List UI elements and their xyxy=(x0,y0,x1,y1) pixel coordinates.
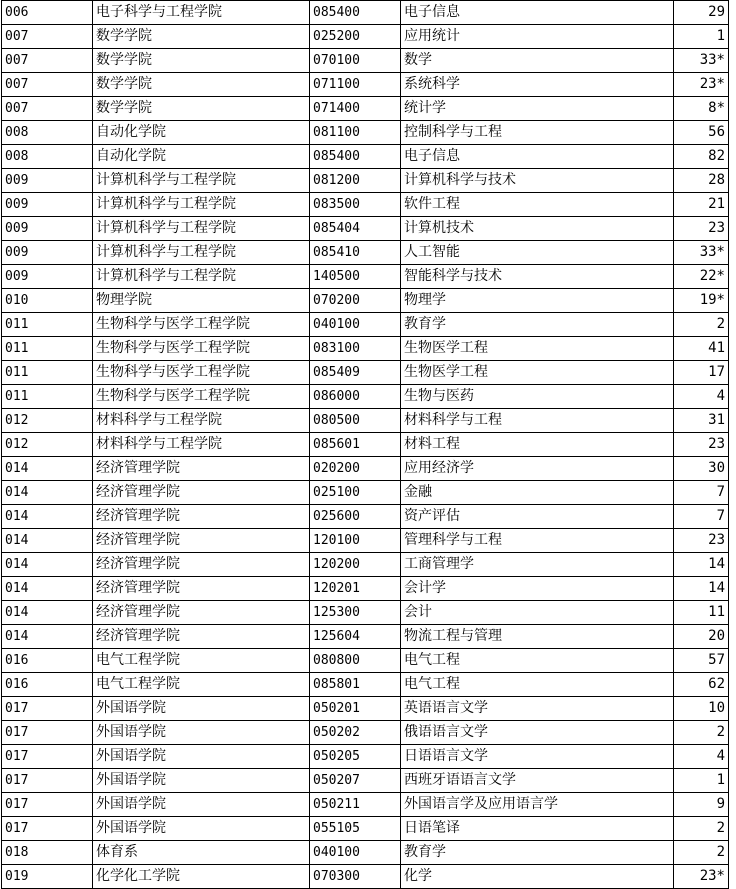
major-code-cell: 050202 xyxy=(310,721,401,745)
major-code-cell: 120100 xyxy=(310,529,401,553)
major-name-cell: 电子信息 xyxy=(401,1,674,25)
major-name-cell: 电子信息 xyxy=(401,145,674,169)
enrollment-count-cell: 2 xyxy=(674,841,729,865)
table-row xyxy=(2,817,729,841)
enrollment-count-cell: 41 xyxy=(674,337,729,361)
table-row xyxy=(2,73,729,97)
major-name-cell: 资产评估 xyxy=(401,505,674,529)
table-row xyxy=(2,769,729,793)
major-code-cell: 080800 xyxy=(310,649,401,673)
table-row xyxy=(2,721,729,745)
enrollment-count-cell: 7 xyxy=(674,505,729,529)
school-code-cell: 018 xyxy=(2,841,93,865)
school-name-cell: 计算机科学与工程学院 xyxy=(93,193,310,217)
school-name-cell: 自动化学院 xyxy=(93,145,310,169)
school-name-cell: 数学学院 xyxy=(93,97,310,121)
major-code-cell: 040100 xyxy=(310,313,401,337)
major-code-cell: 081100 xyxy=(310,121,401,145)
table-row xyxy=(2,481,729,505)
major-code-cell: 125300 xyxy=(310,601,401,625)
table-row xyxy=(2,337,729,361)
major-name-cell: 材料工程 xyxy=(401,433,674,457)
school-code-cell: 014 xyxy=(2,577,93,601)
school-name-cell: 外国语学院 xyxy=(93,769,310,793)
enrollment-count-cell: 30 xyxy=(674,457,729,481)
school-code-cell: 007 xyxy=(2,25,93,49)
major-code-cell: 071400 xyxy=(310,97,401,121)
school-code-cell: 014 xyxy=(2,505,93,529)
major-name-cell: 数学 xyxy=(401,49,674,73)
major-name-cell: 物流工程与管理 xyxy=(401,625,674,649)
school-name-cell: 外国语学院 xyxy=(93,721,310,745)
school-name-cell: 经济管理学院 xyxy=(93,577,310,601)
table-row xyxy=(2,145,729,169)
school-code-cell: 011 xyxy=(2,337,93,361)
major-code-cell: 085404 xyxy=(310,217,401,241)
school-code-cell: 011 xyxy=(2,385,93,409)
table-row xyxy=(2,97,729,121)
school-code-cell: 008 xyxy=(2,145,93,169)
school-code-cell: 017 xyxy=(2,817,93,841)
school-code-cell: 014 xyxy=(2,481,93,505)
table-row xyxy=(2,697,729,721)
table-row xyxy=(2,1,729,25)
table-row xyxy=(2,745,729,769)
table-row xyxy=(2,457,729,481)
school-code-cell: 009 xyxy=(2,217,93,241)
enrollment-count-cell: 4 xyxy=(674,745,729,769)
major-code-cell: 025600 xyxy=(310,505,401,529)
major-name-cell: 俄语语言文学 xyxy=(401,721,674,745)
table-row xyxy=(2,193,729,217)
major-name-cell: 管理科学与工程 xyxy=(401,529,674,553)
major-name-cell: 生物与医药 xyxy=(401,385,674,409)
enrollment-count-cell: 23 xyxy=(674,529,729,553)
school-code-cell: 014 xyxy=(2,601,93,625)
major-code-cell: 083500 xyxy=(310,193,401,217)
school-code-cell: 016 xyxy=(2,649,93,673)
enrollment-count-cell: 2 xyxy=(674,817,729,841)
major-name-cell: 电气工程 xyxy=(401,673,674,697)
major-name-cell: 英语语言文学 xyxy=(401,697,674,721)
enrollment-count-cell: 17 xyxy=(674,361,729,385)
major-code-cell: 050205 xyxy=(310,745,401,769)
major-code-cell: 081200 xyxy=(310,169,401,193)
school-name-cell: 生物科学与医学工程学院 xyxy=(93,385,310,409)
major-code-cell: 070100 xyxy=(310,49,401,73)
table-row xyxy=(2,529,729,553)
major-name-cell: 应用经济学 xyxy=(401,457,674,481)
enrollment-count-cell: 19* xyxy=(674,289,729,313)
major-code-cell: 040100 xyxy=(310,841,401,865)
major-code-cell: 120201 xyxy=(310,577,401,601)
school-name-cell: 自动化学院 xyxy=(93,121,310,145)
table-row xyxy=(2,865,729,889)
school-name-cell: 数学学院 xyxy=(93,25,310,49)
school-code-cell: 006 xyxy=(2,1,93,25)
school-name-cell: 电子科学与工程学院 xyxy=(93,1,310,25)
table-row xyxy=(2,385,729,409)
school-name-cell: 生物科学与医学工程学院 xyxy=(93,337,310,361)
school-code-cell: 017 xyxy=(2,697,93,721)
school-code-cell: 012 xyxy=(2,409,93,433)
major-code-cell: 085410 xyxy=(310,241,401,265)
school-name-cell: 经济管理学院 xyxy=(93,457,310,481)
table-row xyxy=(2,121,729,145)
school-code-cell: 014 xyxy=(2,625,93,649)
school-name-cell: 化学化工学院 xyxy=(93,865,310,889)
school-code-cell: 009 xyxy=(2,241,93,265)
school-code-cell: 010 xyxy=(2,289,93,313)
major-name-cell: 化学 xyxy=(401,865,674,889)
major-name-cell: 电气工程 xyxy=(401,649,674,673)
school-name-cell: 经济管理学院 xyxy=(93,553,310,577)
enrollment-count-cell: 62 xyxy=(674,673,729,697)
table-row xyxy=(2,25,729,49)
major-name-cell: 金融 xyxy=(401,481,674,505)
table-row xyxy=(2,49,729,73)
major-name-cell: 人工智能 xyxy=(401,241,674,265)
school-name-cell: 经济管理学院 xyxy=(93,529,310,553)
major-name-cell: 西班牙语语言文学 xyxy=(401,769,674,793)
major-code-cell: 025200 xyxy=(310,25,401,49)
table-row xyxy=(2,553,729,577)
enrollment-count-cell: 56 xyxy=(674,121,729,145)
major-name-cell: 控制科学与工程 xyxy=(401,121,674,145)
table-row xyxy=(2,313,729,337)
school-name-cell: 数学学院 xyxy=(93,73,310,97)
admissions-table xyxy=(1,0,729,889)
school-name-cell: 生物科学与医学工程学院 xyxy=(93,313,310,337)
enrollment-count-cell: 23 xyxy=(674,433,729,457)
major-code-cell: 085400 xyxy=(310,1,401,25)
enrollment-count-cell: 2 xyxy=(674,313,729,337)
major-name-cell: 外国语言学及应用语言学 xyxy=(401,793,674,817)
table-row xyxy=(2,601,729,625)
table-body xyxy=(2,1,729,889)
major-code-cell: 085409 xyxy=(310,361,401,385)
major-code-cell: 050207 xyxy=(310,769,401,793)
enrollment-count-cell: 9 xyxy=(674,793,729,817)
enrollment-count-cell: 20 xyxy=(674,625,729,649)
school-code-cell: 008 xyxy=(2,121,93,145)
enrollment-count-cell: 33* xyxy=(674,241,729,265)
school-name-cell: 体育系 xyxy=(93,841,310,865)
major-code-cell: 070300 xyxy=(310,865,401,889)
table-row xyxy=(2,265,729,289)
school-code-cell: 009 xyxy=(2,265,93,289)
major-name-cell: 生物医学工程 xyxy=(401,337,674,361)
table-row xyxy=(2,577,729,601)
major-name-cell: 工商管理学 xyxy=(401,553,674,577)
major-code-cell: 085601 xyxy=(310,433,401,457)
school-code-cell: 016 xyxy=(2,673,93,697)
enrollment-count-cell: 28 xyxy=(674,169,729,193)
major-code-cell: 071100 xyxy=(310,73,401,97)
major-name-cell: 材料科学与工程 xyxy=(401,409,674,433)
major-code-cell: 080500 xyxy=(310,409,401,433)
major-name-cell: 计算机技术 xyxy=(401,217,674,241)
major-code-cell: 020200 xyxy=(310,457,401,481)
table-row xyxy=(2,409,729,433)
school-name-cell: 物理学院 xyxy=(93,289,310,313)
major-name-cell: 日语语言文学 xyxy=(401,745,674,769)
enrollment-count-cell: 23* xyxy=(674,73,729,97)
table-row xyxy=(2,649,729,673)
enrollment-count-cell: 2 xyxy=(674,721,729,745)
school-code-cell: 019 xyxy=(2,865,93,889)
table-row xyxy=(2,361,729,385)
major-name-cell: 软件工程 xyxy=(401,193,674,217)
major-name-cell: 生物医学工程 xyxy=(401,361,674,385)
enrollment-count-cell: 21 xyxy=(674,193,729,217)
major-code-cell: 140500 xyxy=(310,265,401,289)
school-name-cell: 经济管理学院 xyxy=(93,481,310,505)
major-code-cell: 085400 xyxy=(310,145,401,169)
school-code-cell: 017 xyxy=(2,793,93,817)
major-code-cell: 025100 xyxy=(310,481,401,505)
school-name-cell: 计算机科学与工程学院 xyxy=(93,169,310,193)
table-row xyxy=(2,793,729,817)
enrollment-count-cell: 82 xyxy=(674,145,729,169)
major-code-cell: 055105 xyxy=(310,817,401,841)
major-code-cell: 083100 xyxy=(310,337,401,361)
school-code-cell: 007 xyxy=(2,97,93,121)
table-row xyxy=(2,289,729,313)
major-name-cell: 会计学 xyxy=(401,577,674,601)
enrollment-count-cell: 7 xyxy=(674,481,729,505)
major-code-cell: 050211 xyxy=(310,793,401,817)
enrollment-count-cell: 10 xyxy=(674,697,729,721)
school-code-cell: 009 xyxy=(2,193,93,217)
school-code-cell: 007 xyxy=(2,49,93,73)
enrollment-count-cell: 33* xyxy=(674,49,729,73)
school-name-cell: 计算机科学与工程学院 xyxy=(93,217,310,241)
major-name-cell: 系统科学 xyxy=(401,73,674,97)
table-row xyxy=(2,217,729,241)
enrollment-count-cell: 23 xyxy=(674,217,729,241)
enrollment-count-cell: 14 xyxy=(674,577,729,601)
school-code-cell: 014 xyxy=(2,553,93,577)
school-name-cell: 经济管理学院 xyxy=(93,505,310,529)
school-code-cell: 012 xyxy=(2,433,93,457)
school-name-cell: 外国语学院 xyxy=(93,697,310,721)
school-name-cell: 材料科学与工程学院 xyxy=(93,433,310,457)
table-row xyxy=(2,169,729,193)
enrollment-count-cell: 11 xyxy=(674,601,729,625)
school-code-cell: 017 xyxy=(2,721,93,745)
table-row xyxy=(2,673,729,697)
school-name-cell: 生物科学与医学工程学院 xyxy=(93,361,310,385)
enrollment-count-cell: 8* xyxy=(674,97,729,121)
major-name-cell: 教育学 xyxy=(401,313,674,337)
table-row xyxy=(2,505,729,529)
enrollment-count-cell: 22* xyxy=(674,265,729,289)
table-row xyxy=(2,625,729,649)
school-name-cell: 计算机科学与工程学院 xyxy=(93,265,310,289)
major-name-cell: 日语笔译 xyxy=(401,817,674,841)
enrollment-count-cell: 23* xyxy=(674,865,729,889)
major-name-cell: 计算机科学与技术 xyxy=(401,169,674,193)
major-code-cell: 120200 xyxy=(310,553,401,577)
table-row xyxy=(2,241,729,265)
enrollment-count-cell: 31 xyxy=(674,409,729,433)
major-name-cell: 会计 xyxy=(401,601,674,625)
school-code-cell: 011 xyxy=(2,361,93,385)
major-name-cell: 应用统计 xyxy=(401,25,674,49)
enrollment-count-cell: 1 xyxy=(674,25,729,49)
school-code-cell: 009 xyxy=(2,169,93,193)
school-name-cell: 电气工程学院 xyxy=(93,673,310,697)
major-name-cell: 统计学 xyxy=(401,97,674,121)
school-name-cell: 外国语学院 xyxy=(93,817,310,841)
major-name-cell: 物理学 xyxy=(401,289,674,313)
school-code-cell: 014 xyxy=(2,457,93,481)
school-name-cell: 数学学院 xyxy=(93,49,310,73)
school-name-cell: 材料科学与工程学院 xyxy=(93,409,310,433)
major-code-cell: 086000 xyxy=(310,385,401,409)
major-code-cell: 070200 xyxy=(310,289,401,313)
school-code-cell: 011 xyxy=(2,313,93,337)
enrollment-count-cell: 1 xyxy=(674,769,729,793)
enrollment-count-cell: 57 xyxy=(674,649,729,673)
enrollment-count-cell: 4 xyxy=(674,385,729,409)
school-name-cell: 电气工程学院 xyxy=(93,649,310,673)
major-code-cell: 085801 xyxy=(310,673,401,697)
school-name-cell: 外国语学院 xyxy=(93,793,310,817)
table-row xyxy=(2,841,729,865)
school-name-cell: 计算机科学与工程学院 xyxy=(93,241,310,265)
enrollment-count-cell: 14 xyxy=(674,553,729,577)
table-row xyxy=(2,433,729,457)
major-name-cell: 教育学 xyxy=(401,841,674,865)
enrollment-count-cell: 29 xyxy=(674,1,729,25)
major-name-cell: 智能科学与技术 xyxy=(401,265,674,289)
school-name-cell: 经济管理学院 xyxy=(93,625,310,649)
major-code-cell: 125604 xyxy=(310,625,401,649)
school-code-cell: 017 xyxy=(2,769,93,793)
school-code-cell: 007 xyxy=(2,73,93,97)
school-code-cell: 017 xyxy=(2,745,93,769)
school-code-cell: 014 xyxy=(2,529,93,553)
major-code-cell: 050201 xyxy=(310,697,401,721)
school-name-cell: 外国语学院 xyxy=(93,745,310,769)
school-name-cell: 经济管理学院 xyxy=(93,601,310,625)
